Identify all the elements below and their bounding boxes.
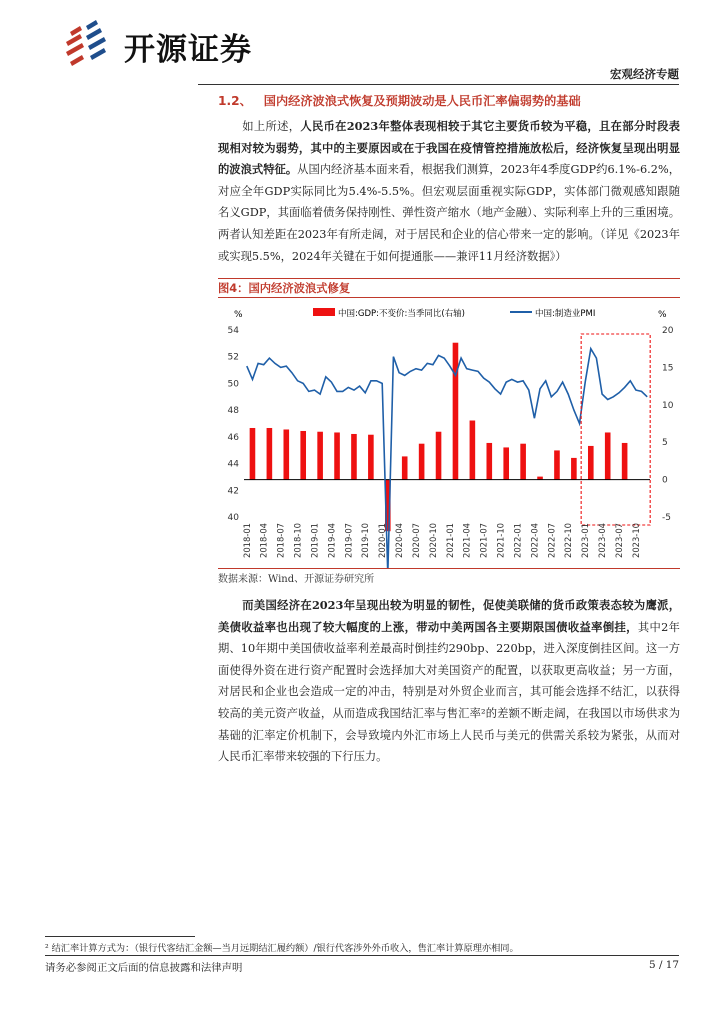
figure-top-rule	[218, 278, 680, 279]
paragraph-1-rest: 从国内经济基本面来看，根据我们测算，2023年4季度GDP约6.1%-6.2%，对应全年GDP实际同比为5.4%-5.5%。但宏观层面重视实际GDP，实体部门微观感知跟随名义GDP，其面临着债务保持刚性、弹性资产缩水（地产金融）、实际利率上升的三重困境。两者认知差距在2023年有所走阔，对于居民和企业的信心带来一定的影响。（详见《2023年或实现5.5%，2024年关键在于如何提通胀——兼评11月经济数据》）	[218, 163, 680, 263]
x-axis-tick-label: 2020-04	[394, 523, 405, 558]
gdp-bar	[419, 444, 425, 480]
gdp-bar	[368, 435, 374, 480]
x-axis-tick-label: 2023-04	[597, 523, 608, 558]
gdp-bar	[520, 444, 526, 480]
right-axis-tick-label: 10	[662, 400, 674, 411]
gdp-bar	[317, 432, 323, 480]
left-axis-tick-label: 52	[227, 352, 239, 363]
footer-disclaimer: 请务必参阅正文后面的信息披露和法律声明	[45, 962, 243, 974]
left-axis-tick-label: 48	[227, 406, 239, 417]
footer-divider	[45, 955, 679, 956]
figure-source: 数据来源：Wind、开源证券研究所	[218, 574, 375, 585]
gdp-bar	[267, 428, 273, 480]
legend-swatch-gdp	[313, 308, 335, 316]
x-axis-tick-label: 2023-07	[613, 523, 624, 558]
highlight-box-2023	[581, 334, 650, 525]
x-axis-tick-label: 2023-01	[580, 523, 591, 558]
paragraph-2	[218, 595, 680, 768]
chart-legend	[313, 308, 595, 319]
right-axis-tick-label: 20	[662, 326, 674, 336]
left-axis-unit: %	[234, 310, 243, 320]
gdp-bar	[588, 446, 594, 480]
x-axis-tick-label: 2021-01	[444, 523, 455, 558]
left-axis-tick-label: 50	[227, 379, 239, 390]
paragraph-1	[218, 116, 680, 267]
x-axis-tick-label: 2020-07	[410, 523, 421, 558]
x-axis-tick-label: 2022-01	[512, 523, 523, 558]
gdp-bar	[470, 421, 476, 480]
right-axis-tick-label: 5	[662, 438, 668, 449]
legend-label-gdp: 中国:GDP:不变价:当季同比(右轴)	[338, 309, 465, 319]
gdp-bar	[622, 443, 628, 480]
section-heading	[218, 92, 581, 109]
right-axis-tick-label: 15	[662, 363, 674, 374]
gdp-bar	[605, 432, 611, 479]
right-axis-tick-label: -5	[662, 513, 671, 523]
x-axis-tick-label: 2019-10	[360, 523, 371, 558]
x-axis-tick-label: 2022-04	[529, 523, 540, 558]
x-axis-tick-label: 2019-07	[343, 523, 354, 558]
page-number: 5 / 17	[649, 959, 679, 971]
gdp-bar	[250, 428, 256, 480]
figure-title-rule	[218, 297, 680, 298]
gdp-bar	[571, 458, 577, 480]
gdp-bar	[453, 343, 459, 480]
x-axis-tick-label: 2022-10	[563, 523, 574, 558]
x-axis-tick-label: 2018-10	[292, 523, 303, 558]
x-axis-tick-label: 2018-04	[258, 523, 269, 558]
footnote: ² 结汇率计算方式为：（银行代客结汇金额—当月远期结汇履约额）/银行代客涉外外币收入，售汇率计算原理亦相同。	[45, 943, 519, 954]
brand-logo	[60, 18, 290, 70]
figure-bottom-rule	[218, 568, 680, 569]
gdp-bar	[436, 432, 442, 480]
gdp-bar	[351, 434, 357, 480]
x-axis-tick-label: 2020-01	[377, 523, 388, 558]
section-title: 国内经济波浪式恢复及预期波动是人民币汇率偏弱势的基础	[263, 94, 581, 108]
brand-name: 开源证券	[124, 32, 252, 68]
footnote-divider	[45, 936, 195, 937]
brand-logo-mark	[60, 18, 116, 70]
legend-label-pmi: 中国:制造业PMI	[535, 309, 596, 319]
left-axis-tick-label: 44	[227, 459, 239, 470]
paragraph-1-bold: 人民币在2023年整体表现相较于其它主要货币较为平稳，且在部分时段表现相对较为弱势，其中的主要原因或在于我国在疫情管控措施放松后，经济恢复呈现出明显的波浪式特征。	[218, 119, 680, 177]
left-axis-tick-label: 46	[227, 432, 239, 443]
header-divider	[198, 84, 679, 85]
x-axis-tick-label: 2018-01	[241, 523, 252, 558]
x-axis-tick-label: 2019-01	[309, 523, 320, 558]
x-axis-tick-label: 2021-07	[478, 523, 489, 558]
x-axis-tick-label: 2022-07	[546, 523, 557, 558]
gdp-bar	[554, 450, 560, 479]
document-type: 宏观经济专题	[610, 67, 679, 81]
x-axis-tick-label: 2018-07	[275, 523, 286, 558]
gdp-bar	[503, 447, 509, 479]
left-axis-tick-label: 40	[227, 513, 239, 523]
paragraph-1-lead: 如上所述，	[242, 120, 301, 133]
gdp-bar	[300, 431, 306, 480]
gdp-bar	[334, 432, 340, 479]
x-axis-tick-label: 2021-10	[495, 523, 506, 558]
chart-gdp-pmi	[218, 300, 680, 568]
gdp-bar	[283, 429, 289, 479]
x-axis-tick-label: 2019-04	[326, 523, 337, 558]
gdp-bar	[486, 443, 492, 480]
right-axis-unit: %	[658, 310, 667, 320]
paragraph-2-rest: 其中2年期、10年期中美国债收益率利差最高时倒挂约290bp、220bp，进入深度倒挂区间。这一方面使得外资在进行资产配置时会选择加大对美国资产的配置，以获取更高收益；另一方面，对居民和企业也会造成一定的冲击，特别是对外贸企业而言，其可能会选择不结汇，以获得较高的美元资产收益，从而造成我国结汇率与售汇率²的差额不断走阔，在我国以市场供求为基础的汇率定价机制下，会导致境内外汇市场上人民币与美元的供需关系较为紧张，从而对人民币汇率带来较强的下行压力。	[218, 620, 680, 764]
x-axis-tick-label: 2020-10	[427, 523, 438, 558]
left-axis-tick-label: 42	[227, 486, 239, 497]
x-axis-tick-label: 2023-10	[630, 523, 641, 558]
x-axis-tick-label: 2021-04	[461, 523, 472, 558]
gdp-bar	[402, 456, 408, 479]
right-axis-tick-label: 0	[662, 475, 668, 486]
left-axis-tick-label: 54	[227, 326, 239, 336]
paragraph-2-bold: 而美国经济在2023年呈现出较为明显的韧性，促使美联储的货币政策表态较为鹰派，美债收益率也出现了较大幅度的上涨，带动中美两国各主要期限国债收益率倒挂，	[218, 598, 680, 634]
section-number: 1.2、	[218, 94, 252, 108]
figure-title: 图4：国内经济波浪式修复	[218, 282, 351, 295]
